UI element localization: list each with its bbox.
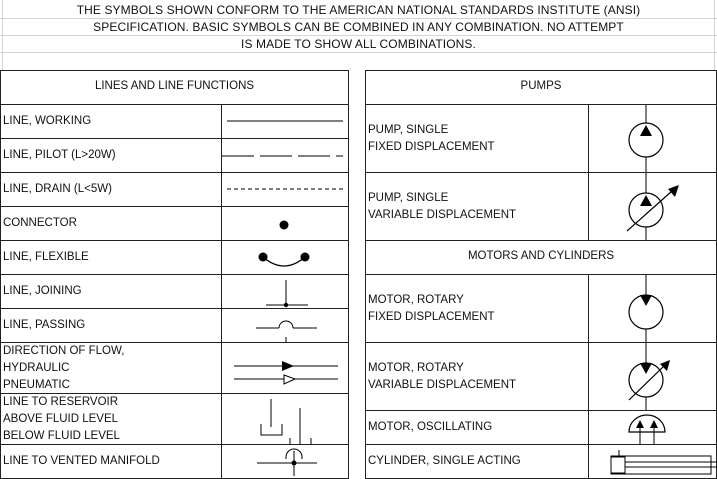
- vented-manifold-symbol: [222, 445, 349, 479]
- motor-fixed-symbol: [589, 275, 717, 342]
- line-passing-symbol: [222, 309, 349, 342]
- label-line-joining: LINE, JOINING: [3, 285, 82, 297]
- label-motor-oscillating: MOTOR, OSCILLATING: [368, 421, 493, 433]
- label-pump-single-variable: PUMP, SINGLE: [368, 192, 449, 204]
- label-flow-hydraulic: HYDRAULIC: [3, 362, 70, 374]
- label-line-drain: LINE, DRAIN (L<5W): [3, 183, 112, 195]
- label-fixed-displacement: FIXED DISPLACEMENT: [368, 141, 495, 153]
- header-line-2: SPECIFICATION. BASIC SYMBOLS CAN BE COMBINED IN ANY COMBINATION. NO ATTEMPT: [93, 20, 624, 34]
- flow-direction-symbol: [222, 343, 349, 393]
- label-motor-variable-displacement: VARIABLE DISPLACEMENT: [368, 379, 517, 391]
- label-line-pilot: LINE, PILOT (L>20W): [3, 149, 116, 161]
- label-below-fluid: BELOW FLUID LEVEL: [3, 430, 120, 442]
- label-pump-single: PUMP, SINGLE: [368, 124, 449, 136]
- label-vented-manifold: LINE TO VENTED MANIFOLD: [3, 455, 160, 467]
- line-joining-symbol: [222, 275, 349, 308]
- label-variable-displacement: VARIABLE DISPLACEMENT: [368, 209, 517, 221]
- label-above-fluid: ABOVE FLUID LEVEL: [3, 413, 119, 425]
- label-flow-direction: DIRECTION OF FLOW,: [3, 345, 125, 357]
- grid-line: [0, 52, 717, 53]
- reservoir-symbol: [222, 394, 349, 444]
- label-line-passing: LINE, PASSING: [3, 319, 86, 331]
- header-line-3: IS MADE TO SHOW ALL COMBINATIONS.: [241, 37, 476, 51]
- motors-cylinders-title: MOTORS AND CYLINDERS: [467, 250, 615, 262]
- label-cylinder-single-acting: CYLINDER, SINGLE ACTING: [368, 455, 521, 467]
- label-motor-rotary-variable: MOTOR, ROTARY: [368, 362, 464, 374]
- label-line-flexible: LINE, FLEXIBLE: [3, 251, 89, 263]
- label-flow-pneumatic: PNEUMATIC: [3, 379, 70, 391]
- line-working-symbol: [222, 105, 349, 138]
- motor-variable-symbol: [589, 343, 717, 410]
- line-flexible-symbol: [222, 241, 349, 274]
- pump-variable-symbol: [589, 173, 717, 240]
- connector-symbol: [222, 207, 349, 240]
- label-motor-rotary: MOTOR, ROTARY: [368, 294, 464, 306]
- line-drain-symbol: [222, 173, 349, 206]
- grid-line: [0, 18, 717, 19]
- label-line-working: LINE, WORKING: [3, 115, 92, 127]
- row-divider: [365, 240, 717, 241]
- label-line-to-reservoir: LINE TO RESERVOIR: [3, 396, 119, 408]
- header-line-1: THE SYMBOLS SHOWN CONFORM TO THE AMERICAN NATIONAL STANDARDS INSTITUTE (ANSI): [76, 3, 641, 17]
- pumps-table-title: PUMPS: [520, 80, 562, 92]
- line-pilot-symbol: [222, 139, 349, 172]
- motor-oscillating-symbol: [589, 411, 717, 444]
- label-motor-fixed-displacement: FIXED DISPLACEMENT: [368, 311, 495, 323]
- lines-table-title: LINES AND LINE FUNCTIONS: [94, 80, 255, 92]
- label-connector: CONNECTOR: [3, 217, 77, 229]
- grid-line: [0, 35, 717, 36]
- pump-fixed-symbol: [589, 105, 717, 172]
- cylinder-single-symbol: [589, 445, 717, 479]
